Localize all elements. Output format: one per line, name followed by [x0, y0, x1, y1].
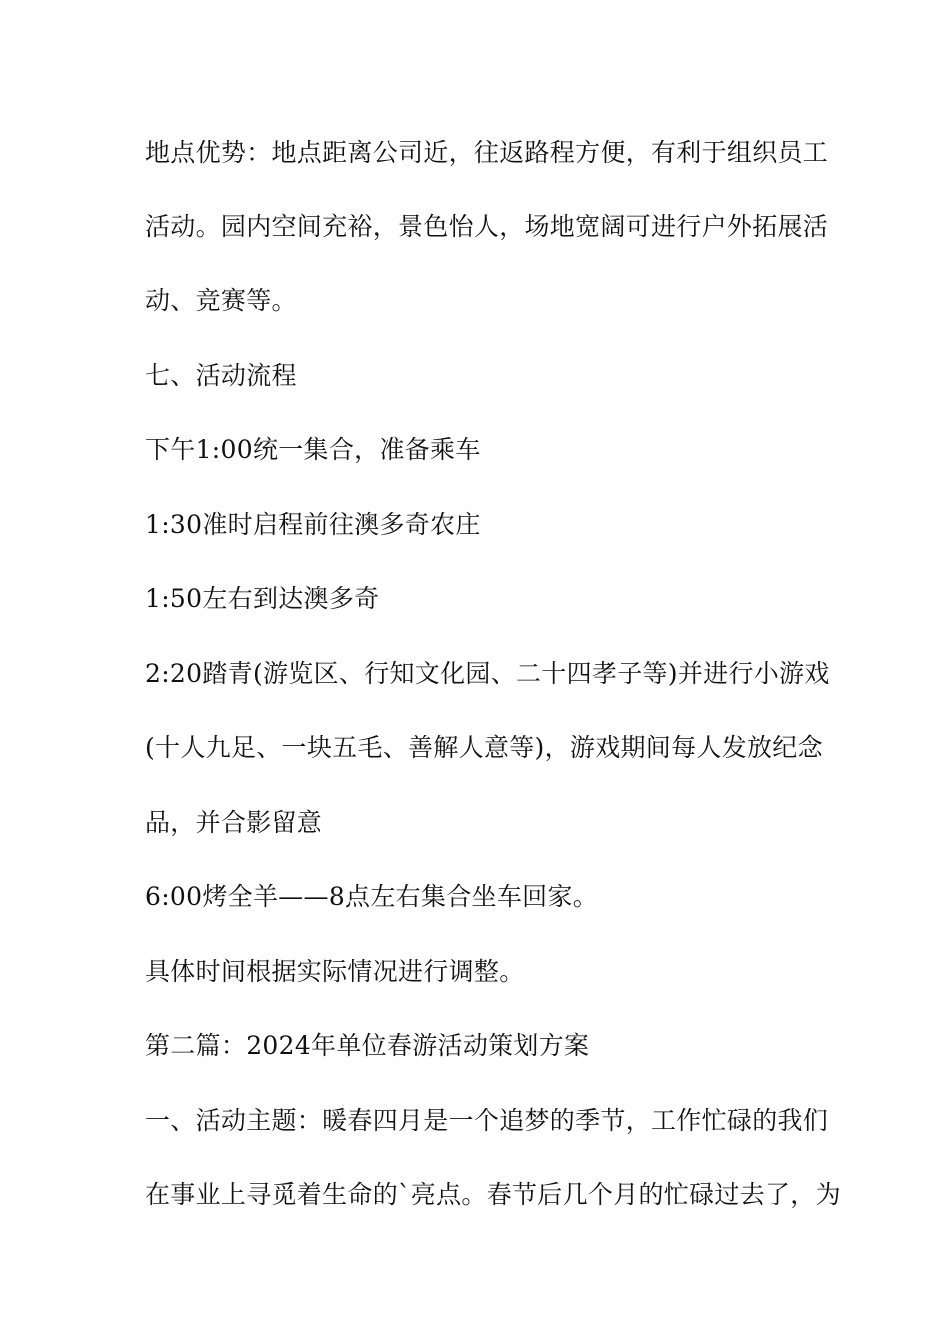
schedule-item: 下午1:00统一集合，准备乘车	[145, 435, 481, 464]
section-heading: 七、活动流程	[145, 361, 297, 390]
text-line: 地点优势：地点距离公司近，往返路程方便，有利于组织员工	[145, 138, 829, 167]
text-line: 一、活动主题：暖春四月是一个追梦的季节，工作忙碌的我们	[145, 1106, 829, 1135]
schedule-item: 6:00烤全羊——8点左右集合坐车回家。	[145, 882, 599, 911]
text-line: 活动。园内空间充裕，景色怡人，场地宽阔可进行户外拓展活	[145, 212, 829, 241]
chapter-title: 第二篇：2024年单位春游活动策划方案	[145, 1031, 590, 1060]
text-line: (十人九足、一块五毛、善解人意等)，游戏期间每人发放纪念	[145, 733, 823, 762]
schedule-item: 1:30准时启程前往澳多奇农庄	[145, 510, 481, 539]
text-line: 具体时间根据实际情况进行调整。	[145, 957, 525, 986]
text-line: 动、竞赛等。	[145, 286, 297, 315]
text-line: 品，并合影留意	[145, 808, 323, 837]
schedule-item: 1:50左右到达澳多奇	[145, 584, 380, 613]
text-line: 在事业上寻觅着生命的`亮点。春节后几个月的忙碌过去了，为	[145, 1180, 841, 1209]
schedule-item: 2:20踏青(游览区、行知文化园、二十四孝子等)并进行小游戏	[145, 659, 830, 688]
